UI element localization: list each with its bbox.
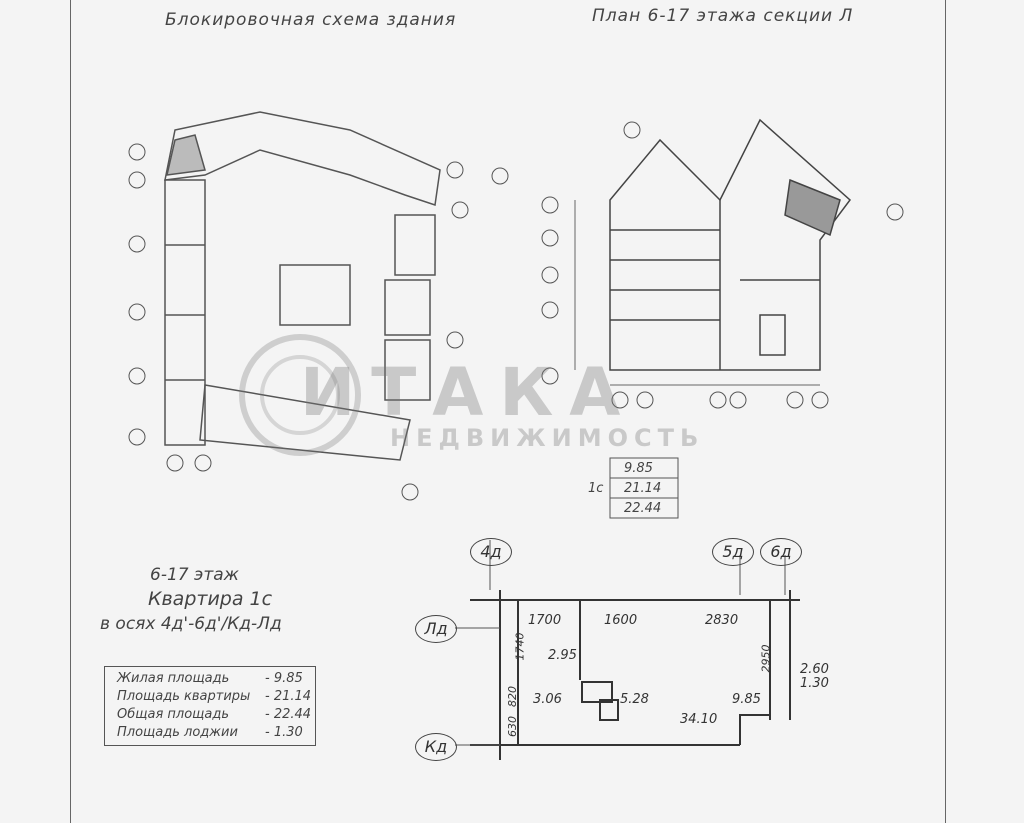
axis-bubble-4d: 4д xyxy=(470,538,512,566)
dim-630: 630 xyxy=(506,716,519,737)
dim-1600: 1600 xyxy=(604,613,638,628)
summary-apartment-label: 1с xyxy=(588,481,604,496)
area-value-loggia: - 1.30 xyxy=(265,725,303,740)
room-area-5-28: 5.28 xyxy=(620,692,649,707)
apartment-axes: в осях 4д'-6д'/Кд-Лд xyxy=(100,614,282,634)
area-value-living: - 9.85 xyxy=(265,671,303,686)
loggia-area-2-60: 2.60 xyxy=(800,662,829,677)
dim-1740: 1740 xyxy=(513,632,527,661)
area-label-loggia: Площадь лоджии xyxy=(117,725,238,740)
axis-bubble-kd: Кд xyxy=(415,733,457,761)
axis-bubble-6d: 6д xyxy=(760,538,802,566)
watermark-sub-text: НЕДВИЖИМОСТЬ xyxy=(390,424,705,452)
axis-bubble-ld: Лд xyxy=(415,615,457,643)
watermark-main-text: ИТАКА xyxy=(300,354,637,431)
area-label-living: Жилая площадь xyxy=(117,671,230,686)
dim-820: 820 xyxy=(506,686,519,707)
area-label-apartment: Площадь квартиры xyxy=(117,689,251,704)
block-scheme-title: Блокировочная схема здания xyxy=(165,10,457,30)
room-area-9-85: 9.85 xyxy=(732,692,761,707)
summary-value-3: 22.44 xyxy=(624,501,662,516)
area-value-apartment: - 21.14 xyxy=(265,689,312,704)
floor-plan-title: План 6-17 этажа секции Л xyxy=(592,6,854,26)
dim-2950: 2950 xyxy=(759,644,773,673)
apartment-name: Квартира 1с xyxy=(148,588,273,610)
axis-bubble-5d: 5д xyxy=(712,538,754,566)
apartment-floors: 6-17 этаж xyxy=(150,565,239,585)
area-label-total: Общая площадь xyxy=(117,707,230,722)
dim-1700: 1700 xyxy=(528,613,562,628)
summary-value-2: 21.14 xyxy=(624,481,662,496)
loggia-area-1-30: 1.30 xyxy=(800,676,829,691)
dim-2830: 2830 xyxy=(705,613,739,628)
room-area-3-06: 3.06 xyxy=(533,692,562,707)
dim-34-10: 34.10 xyxy=(680,712,718,727)
summary-value-1: 9.85 xyxy=(624,461,653,476)
room-area-2-95: 2.95 xyxy=(548,648,577,663)
area-value-total: - 22.44 xyxy=(265,707,312,722)
